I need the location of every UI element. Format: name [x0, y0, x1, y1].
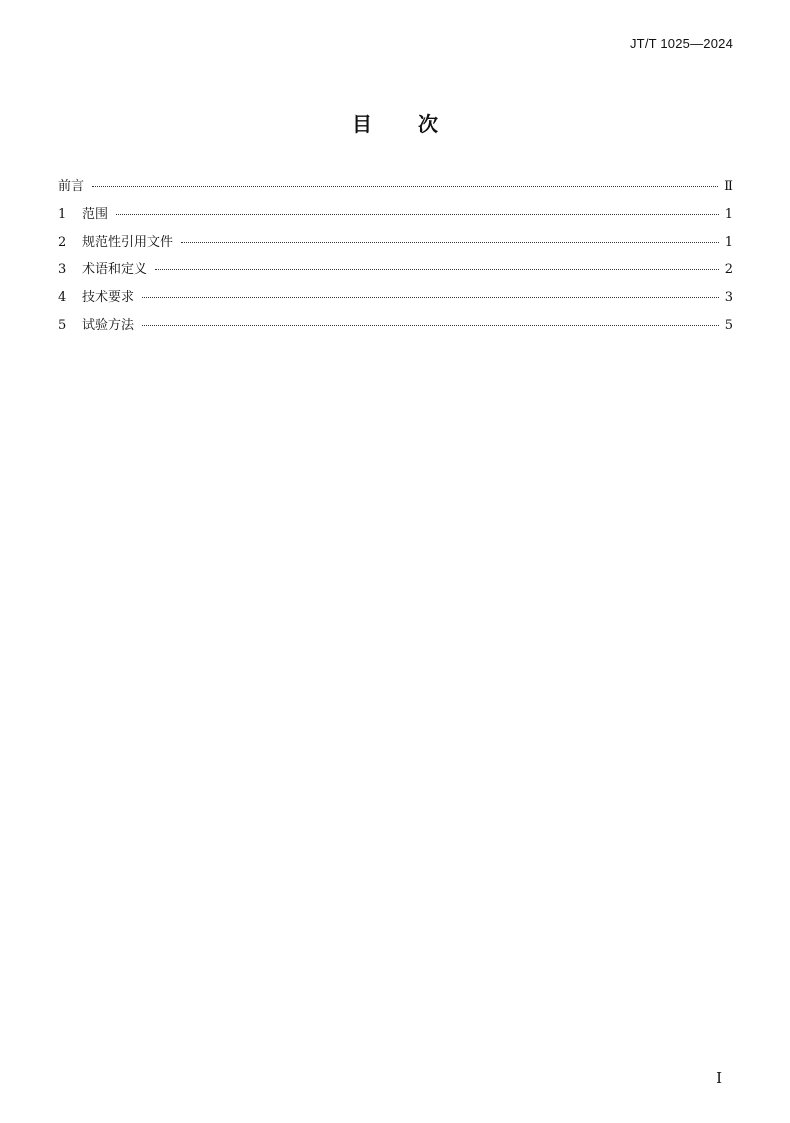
title-char-1: 目 — [352, 112, 372, 136]
toc-page-number: 1 — [724, 206, 733, 222]
toc-entry-number: 5 — [58, 317, 67, 333]
dot-leader — [142, 297, 719, 298]
dot-leader — [142, 325, 719, 326]
toc-entry-number: 4 — [58, 290, 67, 306]
page-title — [0, 108, 790, 137]
toc-page-number: Ⅱ — [724, 179, 733, 194]
page-number: I — [716, 1069, 722, 1087]
toc-page-number: 3 — [724, 290, 733, 306]
dot-leader — [116, 214, 719, 215]
title-char-2: 次 — [418, 112, 438, 136]
toc-entry-normative-references[interactable] — [58, 233, 733, 261]
toc-entry-test-methods[interactable] — [58, 316, 733, 344]
toc-entry-label: 试验方法 — [82, 317, 135, 333]
toc-entry-technical-requirements[interactable] — [58, 288, 733, 316]
table-of-contents — [58, 177, 733, 344]
toc-entry-label: 术语和定义 — [82, 262, 148, 278]
toc-entry-number: 3 — [58, 262, 67, 278]
toc-entry-foreword[interactable] — [58, 177, 733, 205]
dot-leader — [92, 186, 718, 187]
document-code: JT/T 1025—2024 — [629, 36, 733, 51]
dot-leader — [155, 269, 719, 270]
toc-entry-label: 技术要求 — [82, 290, 135, 306]
toc-entry-terms-definitions[interactable] — [58, 260, 733, 288]
toc-entry-label: 前言 — [58, 179, 85, 194]
toc-page-number: 2 — [724, 262, 733, 278]
toc-page-number: 1 — [724, 234, 733, 250]
toc-entry-number: 1 — [58, 206, 67, 222]
toc-entry-label: 范围 — [82, 206, 109, 222]
toc-entry-number: 2 — [58, 234, 67, 250]
toc-entry-scope[interactable] — [58, 205, 733, 233]
toc-page-number: 5 — [724, 317, 733, 333]
dot-leader — [181, 242, 719, 243]
toc-entry-label: 规范性引用文件 — [82, 234, 174, 250]
